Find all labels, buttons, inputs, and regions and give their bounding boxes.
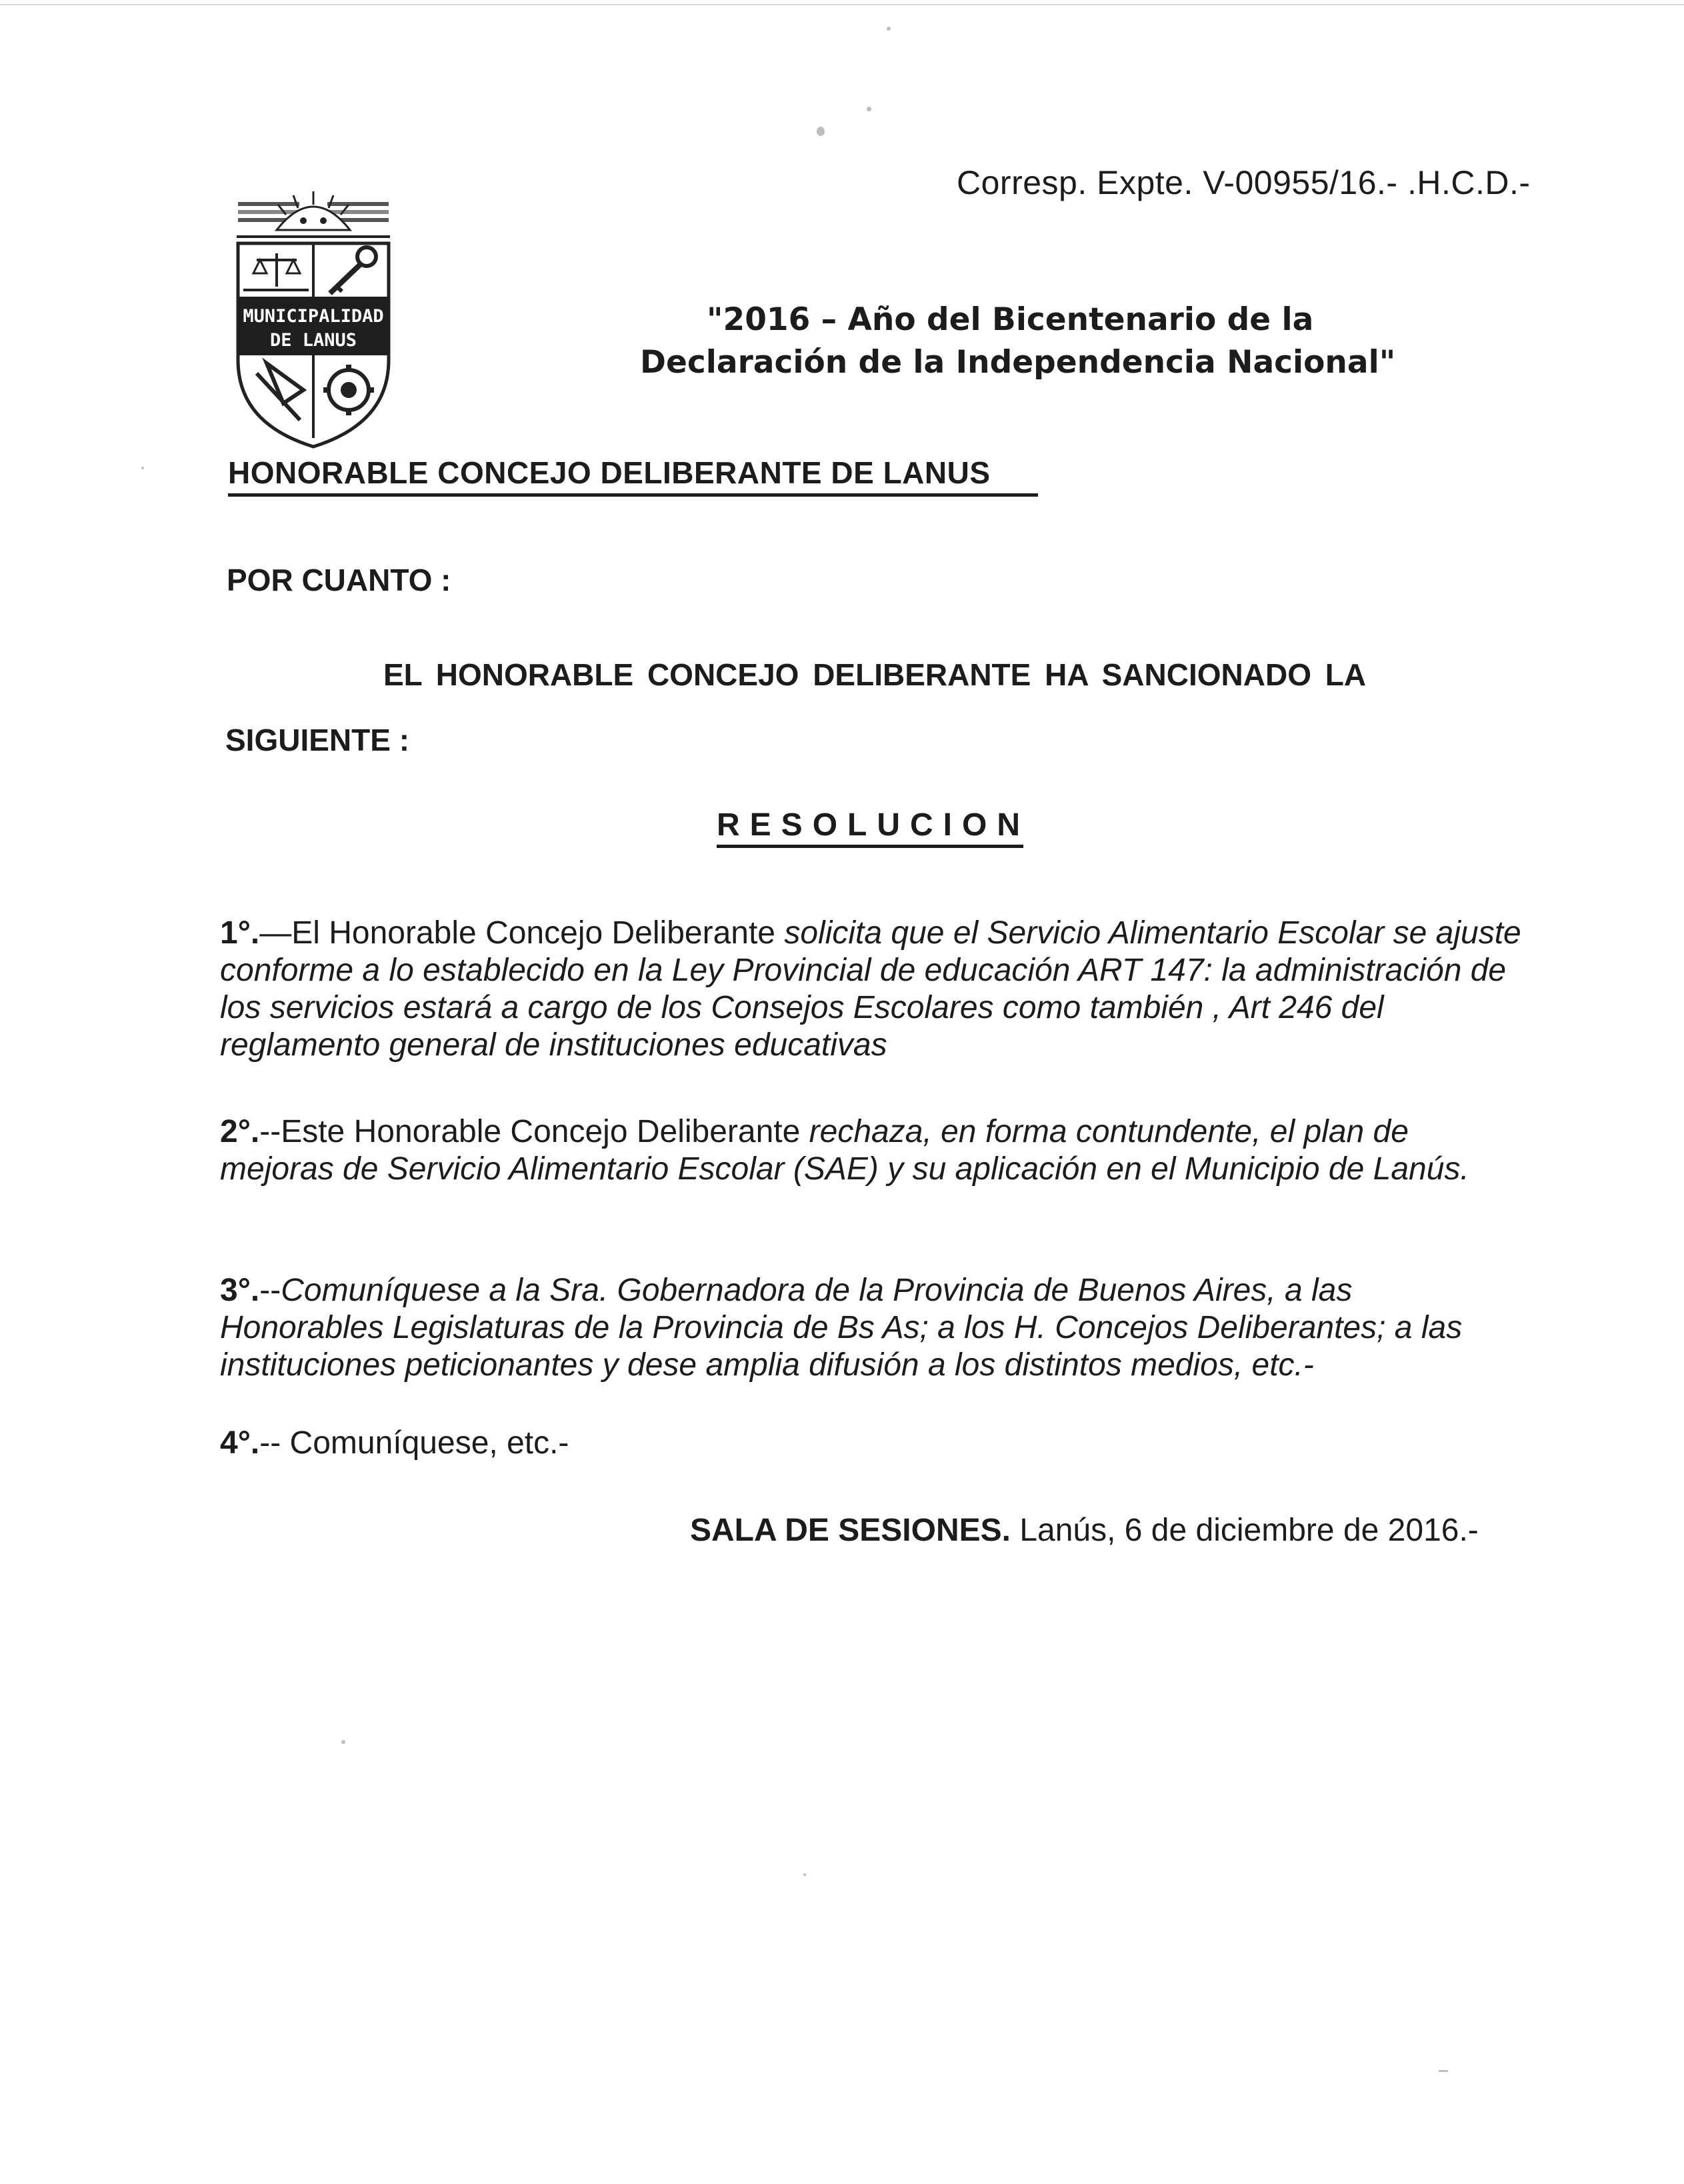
session-closing (690, 1512, 1479, 1549)
por-cuanto-heading: POR CUANTO : (227, 563, 451, 597)
article-3 (220, 1272, 1523, 1384)
article-4 (220, 1425, 1523, 1462)
seal-text-line2: DE LANUS (269, 330, 357, 351)
article-number: 1°. (220, 915, 260, 951)
article-number: 4°. (220, 1425, 260, 1461)
siguiente-label: SIGUIENTE : (225, 723, 410, 757)
expediente-reference: Corresp. Expte. V-00955/16.- .H.C.D.- (957, 164, 1531, 201)
municipal-seal-logo (230, 190, 397, 450)
scan-speck (887, 27, 891, 31)
sanction-statement: EL HONORABLE CONCEJO DELIBERANTE HA SANCIONADO LA (383, 657, 1367, 692)
session-place-date: Lanús, 6 de diciembre de 2016.- (1010, 1513, 1479, 1548)
article-2 (220, 1113, 1523, 1188)
resolution-title-underline (717, 845, 1023, 848)
article-lead: -- (259, 1273, 281, 1308)
article-number: 2°. (220, 1114, 260, 1149)
council-title: HONORABLE CONCEJO DELIBERANTE DE LANUS (228, 455, 991, 490)
article-number: 3°. (220, 1273, 260, 1308)
council-title-underline (228, 493, 1038, 497)
scan-speck (817, 127, 825, 136)
article-italic-text: Comuníquese a la Sra. Gobernadora de la Provincia de Buenos Aires, a las Honorables Legislaturas de la Provincia de Bs As; a los H. Concejos Deliberantes; a las instituciones peticionantes y dese amplia difusión a los distintos medios, etc.- (220, 1273, 1463, 1383)
article-lead: —El Honorable Concejo Deliberante (259, 915, 785, 951)
session-hall-label: SALA DE SESIONES. (690, 1513, 1011, 1548)
article-italic-text: rechaza, en forma contundente, el plan de mejoras de Servicio Alimentario Escolar (SAE) y su aplicación en el Municipio de Lanús. (220, 1114, 1469, 1187)
article-italic-text: solicita que el Servicio Alimentario Escolar se ajuste conforme a lo establecido en la Ley Provincial de educación ART 147: la administración de los servicios estará a cargo de los Consejos Escolares como también , Art 246 del reglamento general de instituciones educativas (220, 915, 1521, 1063)
article-1 (220, 915, 1523, 1064)
motto-line-2: Declaración de la Independencia Nacional" (640, 344, 1396, 381)
scan-speck (341, 1740, 345, 1744)
scan-speck (1439, 2070, 1448, 2072)
scan-speck (141, 467, 144, 469)
year-motto (640, 299, 1460, 384)
motto-line-1: "2016 – Año del Bicentenario de la (707, 301, 1314, 338)
article-lead: --Este Honorable Concejo Deliberante (259, 1114, 809, 1149)
resolution-title: RESOLUCION (717, 807, 1031, 843)
seal-text-line1: MUNICIPALIDAD (243, 306, 384, 327)
scan-speck (803, 1873, 806, 1876)
article-lead: -- Comuníquese, etc.- (259, 1425, 569, 1461)
scan-speck (867, 107, 871, 111)
scan-edge-line (0, 4, 1684, 5)
